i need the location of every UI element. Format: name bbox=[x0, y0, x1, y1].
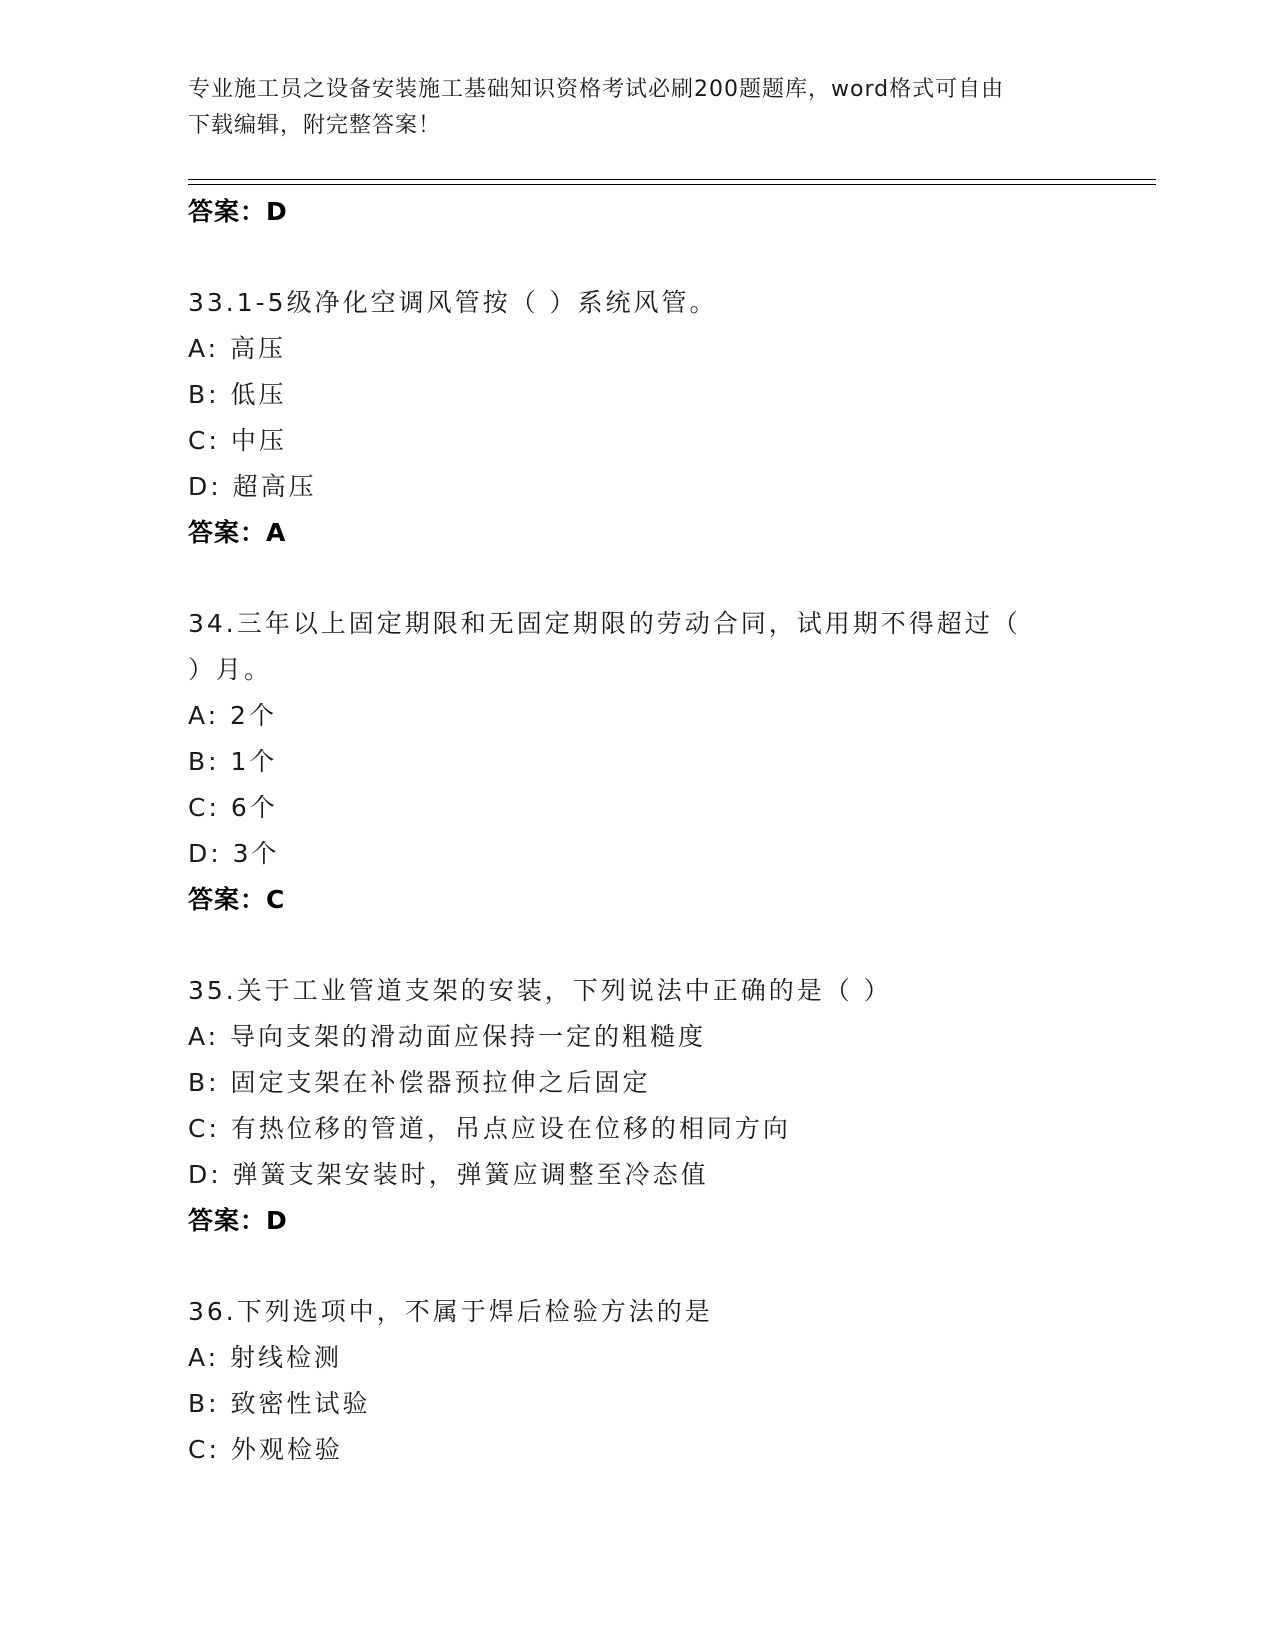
option-a: A: 导向支架的滑动面应保持一定的粗糙度 bbox=[188, 1022, 707, 1051]
question-text-line-1: 34.三年以上固定期限和无固定期限的劳动合同，试用期不得超过（ bbox=[188, 609, 1021, 638]
option-d: D: 弹簧支架安装时，弹簧应调整至冷态值 bbox=[188, 1160, 709, 1189]
answer: 答案：D bbox=[188, 1206, 288, 1235]
question-36 bbox=[188, 1289, 1148, 1473]
question-text: 36.下列选项中，不属于焊后检验方法的是 bbox=[188, 1297, 713, 1326]
header-line-2: 下载编辑，附完整答案！ bbox=[188, 113, 442, 138]
header-rule-top bbox=[188, 179, 1156, 180]
option-a: A: 高压 bbox=[188, 334, 287, 363]
option-c: C: 中压 bbox=[188, 426, 287, 455]
option-b: B: 1个 bbox=[188, 747, 278, 776]
option-d: D: 超高压 bbox=[188, 472, 317, 501]
answer: 答案：C bbox=[188, 885, 286, 914]
answer: 答案：A bbox=[188, 518, 287, 547]
option-d: D: 3个 bbox=[188, 839, 280, 868]
document-header bbox=[188, 72, 1088, 144]
question-text: 35.关于工业管道支架的安装，下列说法中正确的是（ ） bbox=[188, 976, 892, 1005]
question-33 bbox=[188, 280, 1148, 556]
question-35 bbox=[188, 968, 1148, 1244]
option-c: C: 外观检验 bbox=[188, 1435, 343, 1464]
header-line-1: 专业施工员之设备安装施工基础知识资格考试必刷200题题库，word格式可自由 bbox=[188, 77, 1005, 102]
option-a: A: 射线检测 bbox=[188, 1343, 343, 1372]
previous-answer: 答案：D bbox=[188, 197, 288, 226]
question-text: 33.1-5级净化空调风管按（ ）系统风管。 bbox=[188, 288, 718, 317]
option-b: B: 低压 bbox=[188, 380, 287, 409]
question-text-line-2: ）月。 bbox=[188, 655, 273, 684]
spacer bbox=[188, 235, 1148, 280]
option-b: B: 致密性试验 bbox=[188, 1389, 371, 1418]
question-list bbox=[188, 189, 1148, 1473]
spacer bbox=[188, 556, 1148, 601]
question-34 bbox=[188, 601, 1148, 923]
option-c: C: 有热位移的管道，吊点应设在位移的相同方向 bbox=[188, 1114, 791, 1143]
option-a: A: 2个 bbox=[188, 701, 277, 730]
spacer bbox=[188, 923, 1148, 968]
option-b: B: 固定支架在补偿器预拉伸之后固定 bbox=[188, 1068, 651, 1097]
option-c: C: 6个 bbox=[188, 793, 278, 822]
spacer bbox=[188, 1244, 1148, 1289]
header-rule-bottom bbox=[188, 184, 1156, 185]
